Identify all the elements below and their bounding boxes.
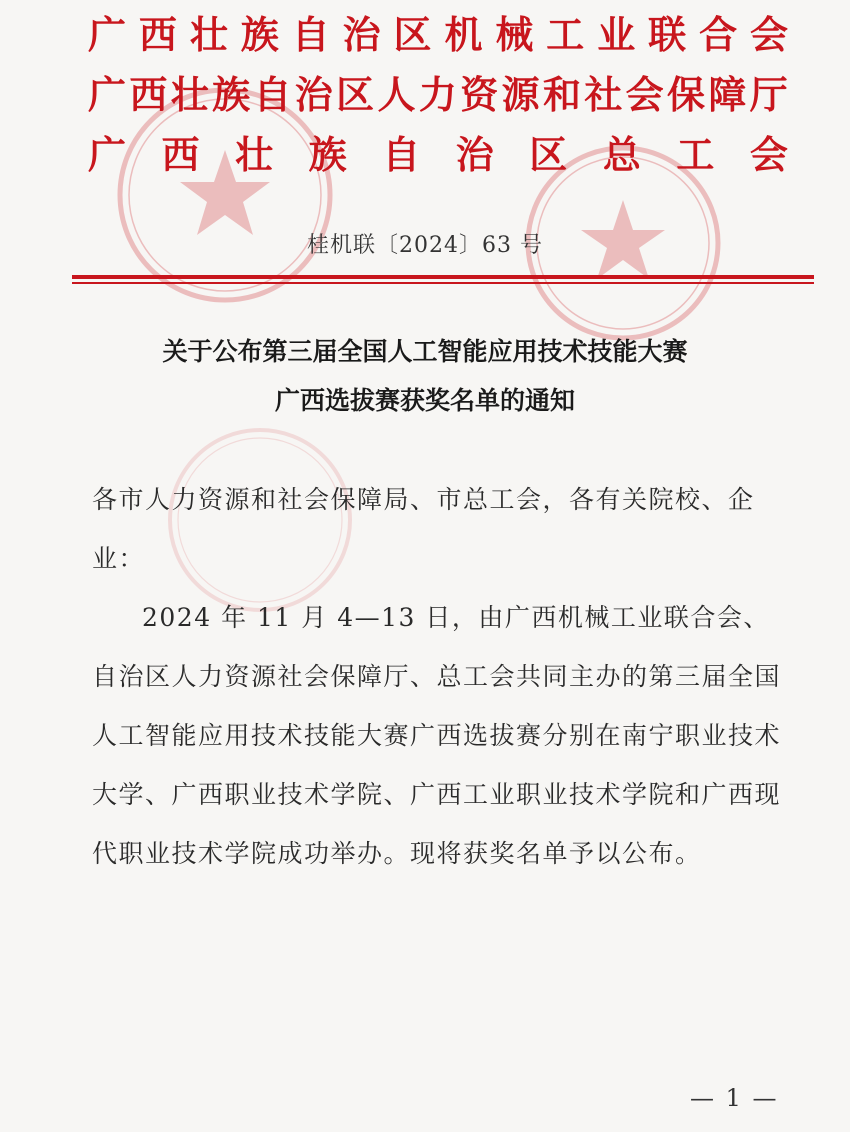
- issuer-char: 自: [253, 72, 292, 117]
- issuer-line-1: [88, 14, 788, 56]
- issuer-char: 治: [455, 132, 494, 177]
- body-paragraph: 2024 年 11 月 4—13 日，由广西机械工业联合会、自治区人力资源社会保障厅、总工会共同主办的第三届全国人工智能应用技术技能大赛广西选拔赛分别在南宁职业技术大学、广西职业技术学院、广西工业职业技术学院和广西现代职业技术学院成功举办。现将获奖名单予以公布。: [92, 603, 782, 868]
- issuer-char: 西: [129, 72, 168, 117]
- issuer-char: 族: [308, 132, 347, 177]
- issuer-char: 自: [382, 132, 421, 177]
- issuer-char: 区: [336, 72, 375, 117]
- issuer-char: 总: [602, 132, 641, 177]
- issuer-char: 治: [294, 72, 333, 117]
- issuer-char: 广: [88, 132, 127, 177]
- issuer-char: 自: [291, 12, 330, 57]
- issuer-line-3: [88, 134, 788, 176]
- issuer-char: 工: [546, 12, 585, 57]
- issuer-char: 业: [597, 12, 636, 57]
- document-body: [92, 470, 782, 883]
- issuer-char: 壮: [235, 132, 274, 177]
- issuer-char: 区: [529, 132, 568, 177]
- issuer-char: 族: [240, 12, 279, 57]
- issuer-char: 会: [749, 12, 788, 57]
- issuer-char: 人: [377, 72, 416, 117]
- issuer-char: 械: [495, 12, 534, 57]
- document-title-line-2: 广西选拔赛获奖名单的通知: [274, 386, 575, 415]
- issuer-char: 工: [676, 132, 715, 177]
- issuer-char: 保: [667, 72, 706, 117]
- issuer-char: 障: [708, 72, 747, 117]
- issuer-char: 会: [625, 72, 664, 117]
- issuer-line-2: [88, 74, 788, 116]
- issuer-char: 壮: [189, 12, 228, 57]
- issuer-char: 社: [584, 72, 623, 117]
- header-divider-thick: [72, 275, 814, 279]
- salutation: 各市人力资源和社会保障局、市总工会，各有关院校、企业：: [92, 485, 755, 573]
- issuer-char: 治: [342, 12, 381, 57]
- issuer-char: 资: [460, 72, 499, 117]
- issuer-char: 壮: [170, 72, 209, 117]
- document-title-line-1: 关于公布第三届全国人工智能应用技术技能大赛: [162, 337, 688, 366]
- issuer-char: 机: [444, 12, 483, 57]
- issuer-char: 合: [699, 12, 738, 57]
- page-number: — 1 —: [690, 1084, 779, 1112]
- issuer-char: 和: [542, 72, 581, 117]
- issuer-char: 厅: [749, 72, 788, 117]
- issuer-char: 族: [212, 72, 251, 117]
- issuer-char: 力: [418, 72, 457, 117]
- issuer-char: 广: [88, 12, 127, 57]
- issuer-char: 会: [749, 132, 788, 177]
- issuer-char: 联: [648, 12, 687, 57]
- document-number: 桂机联〔2024〕63 号: [307, 233, 543, 258]
- issuer-char: 源: [501, 72, 540, 117]
- header-divider-thin: [72, 282, 814, 284]
- issuer-char: 西: [138, 12, 177, 57]
- issuer-char: 广: [88, 72, 127, 117]
- issuer-char: 区: [393, 12, 432, 57]
- issuer-char: 西: [161, 132, 200, 177]
